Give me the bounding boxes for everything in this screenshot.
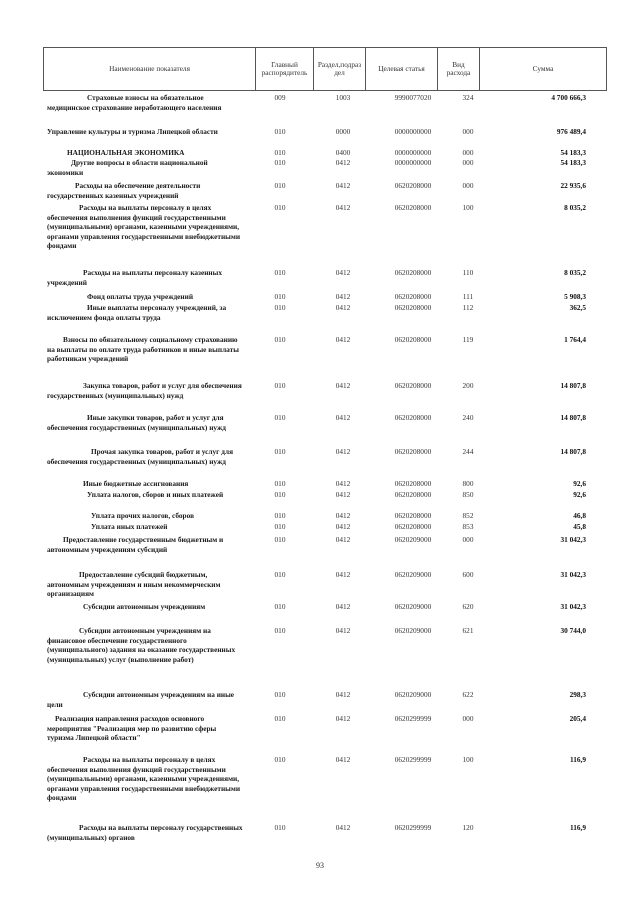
row-sum: 298,3 <box>569 690 586 699</box>
row-c2: 0412 <box>335 511 351 520</box>
row-c4: 850 <box>462 490 474 499</box>
row-c1: 010 <box>274 268 286 277</box>
row-c3: 0000000000 <box>394 127 432 136</box>
row-c1: 010 <box>274 479 286 488</box>
row-c3: 0620208000 <box>394 479 432 488</box>
row-c2: 0412 <box>335 690 351 699</box>
row-sum: 14 807,8 <box>560 447 586 456</box>
row-sum: 30 744,0 <box>560 626 586 635</box>
row-c4: 000 <box>462 148 474 157</box>
row-c3: 0620208000 <box>394 381 432 390</box>
row-sum: 1 764,4 <box>564 335 586 344</box>
row-c1: 010 <box>274 570 286 579</box>
row-c1: 010 <box>274 535 286 544</box>
row-c2: 0412 <box>335 626 351 635</box>
row-c3: 9990077020 <box>394 93 432 102</box>
row-c2: 0412 <box>335 268 351 277</box>
row-c1: 010 <box>274 203 286 212</box>
row-sum: 22 935,6 <box>560 181 586 190</box>
row-c3: 0620208000 <box>394 413 432 422</box>
row-sum: 5 908,3 <box>564 292 586 301</box>
header-type: Вид расхода <box>438 48 480 91</box>
row-name: Закупка товаров, работ и услуг для обеспечения государственных (муниципальных) нужд <box>47 381 242 400</box>
row-sum: 8 035,2 <box>564 203 586 212</box>
header-section: Раздел,подраз дел <box>314 48 366 91</box>
row-sum: 4 700 666,3 <box>551 93 586 102</box>
row-sum: 46,8 <box>573 511 586 520</box>
row-sum: 362,5 <box>569 303 586 312</box>
row-name: Иные бюджетные ассигнования <box>83 479 189 488</box>
row-c3: 0000000000 <box>394 158 432 167</box>
row-name: Уплата налогов, сборов и иных платежей <box>87 490 224 499</box>
row-name: Управление культуры и туризма Липецкой области <box>47 127 218 136</box>
table-header <box>43 47 607 91</box>
row-name: Расходы на выплаты персоналу в целях обеспечения выполнения функций государственными (муниципальными) органами, казенными учреждениями, органами управления государственными внебюджетными фондами <box>47 203 241 251</box>
row-c4: 100 <box>462 203 474 212</box>
row-c4: 000 <box>462 535 474 544</box>
row-sum: 205,4 <box>569 714 586 723</box>
row-c1: 010 <box>274 292 286 301</box>
row-name: Предоставление государственным бюджетным и автономным учреждениям субсидий <box>47 535 224 554</box>
header-name: Наименование показателя <box>44 48 256 91</box>
row-name: Расходы на выплаты персоналу государственных (муниципальных) органов <box>47 823 243 842</box>
row-c1: 010 <box>274 303 286 312</box>
row-c3: 0620299999 <box>394 823 432 832</box>
row-sum: 116,9 <box>569 823 586 832</box>
row-c2: 0412 <box>335 490 351 499</box>
row-c3: 0000000000 <box>394 148 432 157</box>
row-c3: 0620208000 <box>394 292 432 301</box>
row-sum: 116,9 <box>569 755 586 764</box>
row-c1: 010 <box>274 127 286 136</box>
row-c2: 0412 <box>335 479 351 488</box>
row-c3: 0620208000 <box>394 447 432 456</box>
row-name: Реализация направления расходов основного мероприятия "Реализация мер по развитию сферы туризма Липецкой области" <box>47 714 217 743</box>
row-c2: 0412 <box>335 335 351 344</box>
row-sum: 976 489,4 <box>556 127 586 136</box>
row-c1: 010 <box>274 335 286 344</box>
row-c4: 111 <box>462 292 474 301</box>
row-c4: 620 <box>462 602 474 611</box>
row-c4: 110 <box>462 268 474 277</box>
row-c4: 853 <box>462 522 474 531</box>
row-c4: 120 <box>462 823 474 832</box>
row-c2: 0412 <box>335 570 351 579</box>
row-c4: 324 <box>462 93 474 102</box>
row-name: Страховые взносы на обязательное медицинское страхование неработающего населения <box>47 93 222 112</box>
row-name: Уплата иных платежей <box>91 522 168 531</box>
row-c1: 010 <box>274 522 286 531</box>
row-sum: 92,6 <box>573 490 586 499</box>
row-c3: 0620208000 <box>394 181 432 190</box>
row-c3: 0620299999 <box>394 714 432 723</box>
row-c4: 600 <box>462 570 474 579</box>
row-name: Другие вопросы в области национальной экономики <box>47 158 208 177</box>
row-c4: 119 <box>462 335 474 344</box>
row-sum: 54 183,3 <box>560 158 586 167</box>
row-c1: 010 <box>274 490 286 499</box>
row-c3: 0620209000 <box>394 626 432 635</box>
row-c3: 0620209000 <box>394 602 432 611</box>
row-c4: 621 <box>462 626 474 635</box>
row-name: Расходы на выплаты персоналу казенных учреждений <box>47 268 222 287</box>
row-name: Иные закупки товаров, работ и услуг для обеспечения государственных (муниципальных) нужд <box>47 413 226 432</box>
row-c1: 010 <box>274 602 286 611</box>
row-sum: 31 042,3 <box>560 535 586 544</box>
row-c3: 0620299999 <box>394 755 432 764</box>
row-name: Субсидии автономным учреждениям на финансовое обеспечение государственного (муниципального) задания на оказание государственных (муниципальных) услуг (выполнение работ) <box>47 626 236 664</box>
row-c1: 010 <box>274 158 286 167</box>
row-c2: 0400 <box>335 148 351 157</box>
row-c1: 010 <box>274 447 286 456</box>
row-c2: 0412 <box>335 303 351 312</box>
row-sum: 92,6 <box>573 479 586 488</box>
row-name: Фонд оплаты труда учреждений <box>87 292 194 301</box>
page-number: 93 <box>316 861 324 870</box>
row-c4: 000 <box>462 181 474 190</box>
row-sum: 31 042,3 <box>560 570 586 579</box>
row-c4: 852 <box>462 511 474 520</box>
row-c2: 0412 <box>335 714 351 723</box>
row-c2: 0412 <box>335 823 351 832</box>
row-c1: 010 <box>274 714 286 723</box>
row-c2: 0412 <box>335 203 351 212</box>
row-c2: 0412 <box>335 522 351 531</box>
row-c1: 010 <box>274 181 286 190</box>
row-name: НАЦИОНАЛЬНАЯ ЭКОНОМИКА <box>67 148 185 157</box>
row-c3: 0620208000 <box>394 268 432 277</box>
row-name: Прочая закупка товаров, работ и услуг для обеспечения государственных (муниципальных) нужд <box>47 447 234 466</box>
row-c1: 009 <box>274 93 286 102</box>
row-c3: 0620208000 <box>394 511 432 520</box>
header-chief: Главный распорядитель <box>256 48 314 91</box>
row-c4: 000 <box>462 714 474 723</box>
row-c4: 800 <box>462 479 474 488</box>
row-c3: 0620208000 <box>394 203 432 212</box>
row-c4: 200 <box>462 381 474 390</box>
row-sum: 45,8 <box>573 522 586 531</box>
row-c2: 1003 <box>335 93 351 102</box>
row-c1: 010 <box>274 823 286 832</box>
row-sum: 54 183,3 <box>560 148 586 157</box>
row-c2: 0412 <box>335 413 351 422</box>
row-sum: 14 807,8 <box>560 413 586 422</box>
row-c1: 010 <box>274 690 286 699</box>
row-c2: 0412 <box>335 755 351 764</box>
row-c3: 0620208000 <box>394 335 432 344</box>
row-c1: 010 <box>274 755 286 764</box>
row-c3: 0620208000 <box>394 522 432 531</box>
row-c4: 112 <box>462 303 474 312</box>
row-c3: 0620209000 <box>394 535 432 544</box>
row-c3: 0620209000 <box>394 570 432 579</box>
row-c3: 0620209000 <box>394 690 432 699</box>
header-sum: Сумма <box>480 48 607 91</box>
row-c1: 010 <box>274 511 286 520</box>
row-c2: 0412 <box>335 535 351 544</box>
row-c2: 0412 <box>335 381 351 390</box>
row-c2: 0412 <box>335 158 351 167</box>
row-c2: 0000 <box>335 127 351 136</box>
row-name: Иные выплаты персоналу учреждений, за исключением фонда оплаты труда <box>47 303 227 322</box>
row-c4: 240 <box>462 413 474 422</box>
row-name: Расходы на выплаты персоналу в целях обеспечения выполнения функций государственными (муниципальными) органами, казенными учреждениями, органами управления государственными внебюджетными фондами <box>47 755 241 803</box>
row-name: Субсидии автономным учреждениям на иные цели <box>47 690 235 709</box>
row-sum: 31 042,3 <box>560 602 586 611</box>
row-c3: 0620208000 <box>394 490 432 499</box>
row-c1: 010 <box>274 381 286 390</box>
row-name: Субсидии автономным учреждениям <box>83 602 206 611</box>
row-name: Предоставление субсидий бюджетным, автономным учреждениям и иным некоммерческим организациям <box>47 570 221 599</box>
row-c2: 0412 <box>335 602 351 611</box>
row-c2: 0412 <box>335 292 351 301</box>
row-c3: 0620208000 <box>394 303 432 312</box>
row-c4: 000 <box>462 127 474 136</box>
row-c2: 0412 <box>335 181 351 190</box>
row-c4: 244 <box>462 447 474 456</box>
row-name: Взносы по обязательному социальному страхованию на выплаты по оплате труда работников и иные выплаты работникам учреждений <box>47 335 239 364</box>
row-name: Уплата прочих налогов, сборов <box>91 511 195 520</box>
row-sum: 8 035,2 <box>564 268 586 277</box>
row-c2: 0412 <box>335 447 351 456</box>
row-c1: 010 <box>274 148 286 157</box>
header-target: Целевая статья <box>366 48 438 91</box>
row-sum: 14 807,8 <box>560 381 586 390</box>
row-c4: 100 <box>462 755 474 764</box>
row-c4: 622 <box>462 690 474 699</box>
row-c4: 000 <box>462 158 474 167</box>
row-name: Расходы на обеспечение деятельности государственных казенных учреждений <box>47 181 201 200</box>
row-c1: 010 <box>274 413 286 422</box>
row-c1: 010 <box>274 626 286 635</box>
